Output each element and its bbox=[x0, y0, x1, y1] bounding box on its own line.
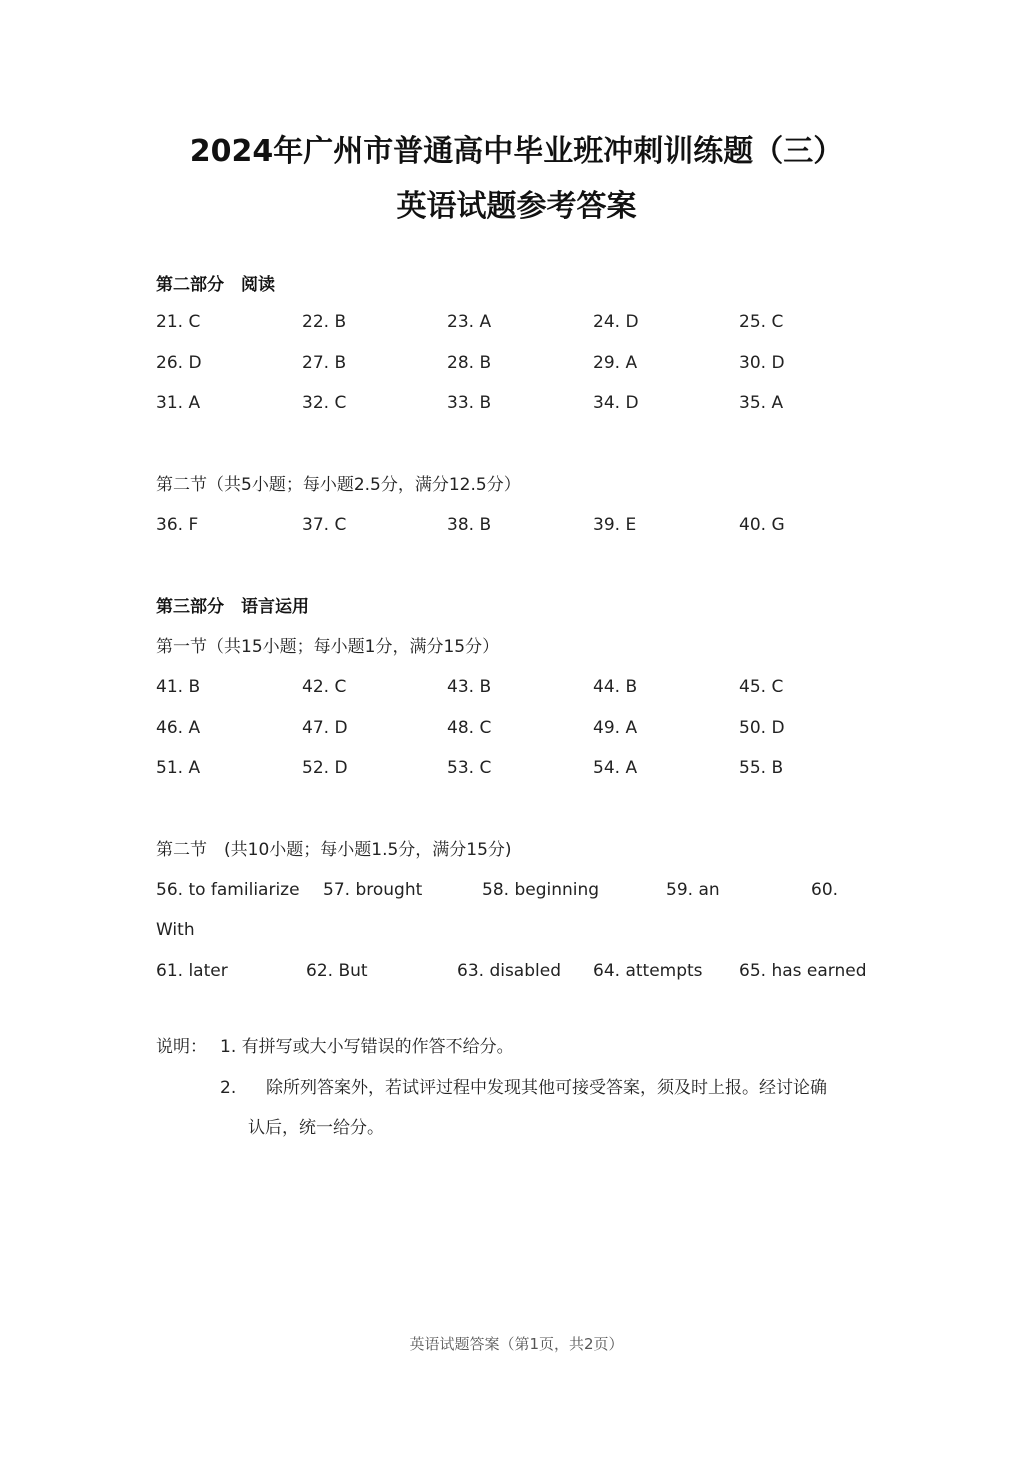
part3-heading: 第三部分 语言运用 bbox=[156, 597, 309, 617]
answer-26: 26. D bbox=[156, 353, 202, 373]
answer-53: 53. C bbox=[447, 758, 492, 778]
answer-row bbox=[156, 513, 896, 537]
answer-row bbox=[156, 351, 896, 375]
answer-24: 24. D bbox=[593, 312, 639, 332]
answer-27: 27. B bbox=[302, 353, 347, 373]
answer-44: 44. B bbox=[593, 677, 638, 697]
answer-29: 29. A bbox=[593, 353, 638, 373]
answer-35: 35. A bbox=[739, 393, 784, 413]
answer-row bbox=[156, 675, 896, 699]
notes-label: 说明： bbox=[156, 1037, 207, 1057]
answer-63: 63. disabled bbox=[457, 961, 561, 981]
answer-61: 61. later bbox=[156, 961, 228, 981]
answer-22: 22. B bbox=[302, 312, 347, 332]
answer-62: 62. But bbox=[306, 961, 368, 981]
answer-57: 57. brought bbox=[323, 880, 423, 900]
answer-row bbox=[156, 959, 896, 983]
answer-33: 33. B bbox=[447, 393, 492, 413]
answer-36: 36. F bbox=[156, 515, 199, 535]
page-footer: 英语试题答案（第1页，共2页） bbox=[409, 1335, 624, 1353]
notes-item-2-line1: 除所列答案外，若试评过程中发现其他可接受答案，须及时上报。经讨论确 bbox=[266, 1078, 827, 1098]
answer-50: 50. D bbox=[739, 718, 785, 738]
answer-48: 48. C bbox=[447, 718, 492, 738]
answer-row bbox=[156, 716, 896, 740]
answer-49: 49. A bbox=[593, 718, 638, 738]
answer-45: 45. C bbox=[739, 677, 784, 697]
answer-40: 40. G bbox=[739, 515, 785, 535]
answer-41: 41. B bbox=[156, 677, 201, 697]
answer-58: 58. beginning bbox=[482, 880, 600, 900]
notes-item-2-line2: 认后，统一给分。 bbox=[248, 1118, 384, 1138]
part3-section2-heading: 第二节 (共10小题；每小题1.5分，满分15分) bbox=[156, 840, 512, 860]
answer-row bbox=[156, 878, 896, 902]
answer-43: 43. B bbox=[447, 677, 492, 697]
doc-subtitle: 英语试题参考答案 bbox=[396, 189, 637, 224]
answer-51: 51. A bbox=[156, 758, 201, 778]
notes-item-2-number: 2. bbox=[220, 1078, 237, 1098]
answer-34: 34. D bbox=[593, 393, 639, 413]
answer-42: 42. C bbox=[302, 677, 347, 697]
answer-39: 39. E bbox=[593, 515, 637, 535]
answer-55: 55. B bbox=[739, 758, 784, 778]
answer-32: 32. C bbox=[302, 393, 347, 413]
answer-46: 46. A bbox=[156, 718, 201, 738]
answer-60-wrap: With bbox=[156, 920, 195, 940]
answer-25: 25. C bbox=[739, 312, 784, 332]
answer-28: 28. B bbox=[447, 353, 492, 373]
answer-64: 64. attempts bbox=[593, 961, 703, 981]
answer-30: 30. D bbox=[739, 353, 785, 373]
part2-heading: 第二部分 阅读 bbox=[156, 275, 275, 295]
answer-37: 37. C bbox=[302, 515, 347, 535]
answer-59: 59. an bbox=[666, 880, 720, 900]
part2-section2-heading: 第二节（共5小题；每小题2.5分，满分12.5分） bbox=[156, 475, 521, 495]
answer-row bbox=[156, 756, 896, 780]
answer-row bbox=[156, 310, 896, 334]
answer-21: 21. C bbox=[156, 312, 201, 332]
answer-31: 31. A bbox=[156, 393, 201, 413]
answer-56: 56. to familiarize bbox=[156, 880, 300, 900]
answer-23: 23. A bbox=[447, 312, 492, 332]
answer-54: 54. A bbox=[593, 758, 638, 778]
answer-38: 38. B bbox=[447, 515, 492, 535]
answer-52: 52. D bbox=[302, 758, 348, 778]
answer-row bbox=[156, 391, 896, 415]
answer-65: 65. has earned bbox=[739, 961, 867, 981]
answer-60: 60. bbox=[811, 880, 839, 900]
notes-item-1: 1. 有拼写或大小写错误的作答不给分。 bbox=[220, 1037, 514, 1057]
answer-47: 47. D bbox=[302, 718, 348, 738]
doc-title: 2024年广州市普通高中毕业班冲刺训练题（三） bbox=[189, 134, 844, 169]
part3-section1-heading: 第一节（共15小题；每小题1分，满分15分） bbox=[156, 637, 500, 657]
